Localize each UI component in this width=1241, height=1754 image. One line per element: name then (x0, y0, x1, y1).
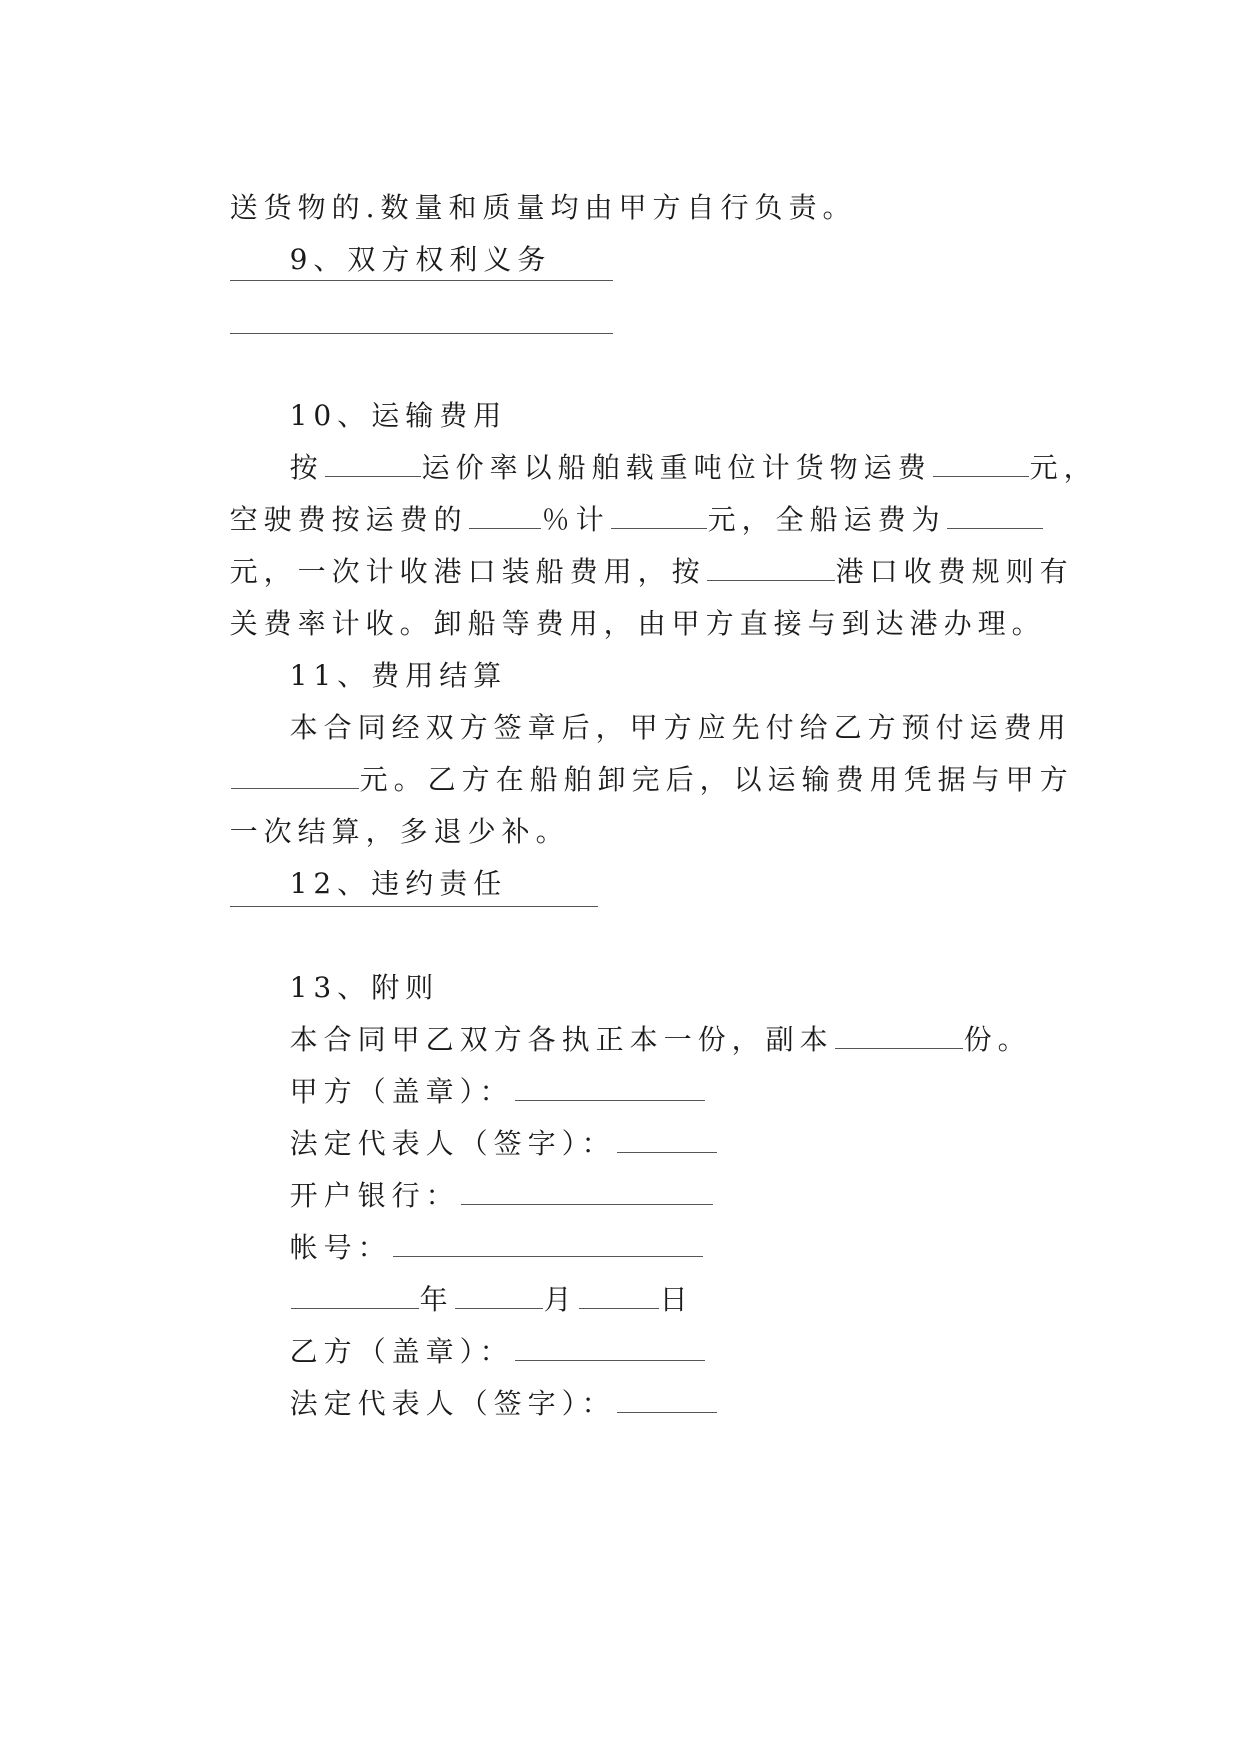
label: 法定代表人（签字）： (289, 1387, 616, 1420)
text: ％计 (541, 503, 610, 536)
legal-rep-b-row (230, 1344, 718, 1464)
text: 按 (289, 451, 324, 484)
label: 法定代表人（签字）： (289, 1127, 616, 1160)
label: 乙方（盖章）： (289, 1335, 514, 1368)
heading: 11、费用结算 (289, 659, 508, 692)
fill-blank (617, 1386, 717, 1413)
label: 年 (419, 1283, 454, 1316)
label: 甲方（盖章）： (289, 1075, 514, 1108)
text: 元，全船运费为 (707, 503, 946, 536)
label: 开户银行： (289, 1179, 460, 1212)
text: 运价率以船舶载重吨位计货物运费 (421, 451, 932, 484)
heading: 13、附则 (289, 971, 440, 1004)
text: 一次结算，多退少补。 (229, 815, 570, 848)
heading: 9、双方权利义务 (289, 243, 552, 276)
label: 月 (543, 1283, 578, 1316)
text: 本合同经双方签章后，甲方应先付给乙方预付运费用 (289, 711, 1072, 744)
text: 元， (1029, 451, 1098, 484)
heading: 10、运输费用 (289, 399, 508, 432)
section-12-title (230, 824, 507, 944)
text: 本合同甲乙双方各执正本一份，副本 (289, 1023, 834, 1056)
blank-line (230, 906, 598, 907)
text: 送货物的.数量和质量均由甲方自行负责。 (229, 191, 857, 224)
text: 港口收费规则有 (835, 555, 1074, 588)
text: 元。乙方在船舶卸完后，以运输费用凭据与甲方 (359, 763, 1074, 796)
label: 日 (659, 1283, 694, 1316)
fill-blank (835, 1022, 963, 1049)
label: 帐号： (289, 1231, 392, 1264)
text: 份。 (963, 1023, 1032, 1056)
text: 元，一次计收港口装船费用，按 (229, 555, 706, 588)
text: 空驶费按运费的 (229, 503, 468, 536)
blank-line (230, 280, 613, 281)
heading: 12、违约责任 (289, 867, 508, 900)
section-9-title (230, 200, 551, 320)
text: 关费率计收。卸船等费用，由甲方直接与到达港办理。 (229, 607, 1046, 640)
blank-line (230, 333, 613, 334)
